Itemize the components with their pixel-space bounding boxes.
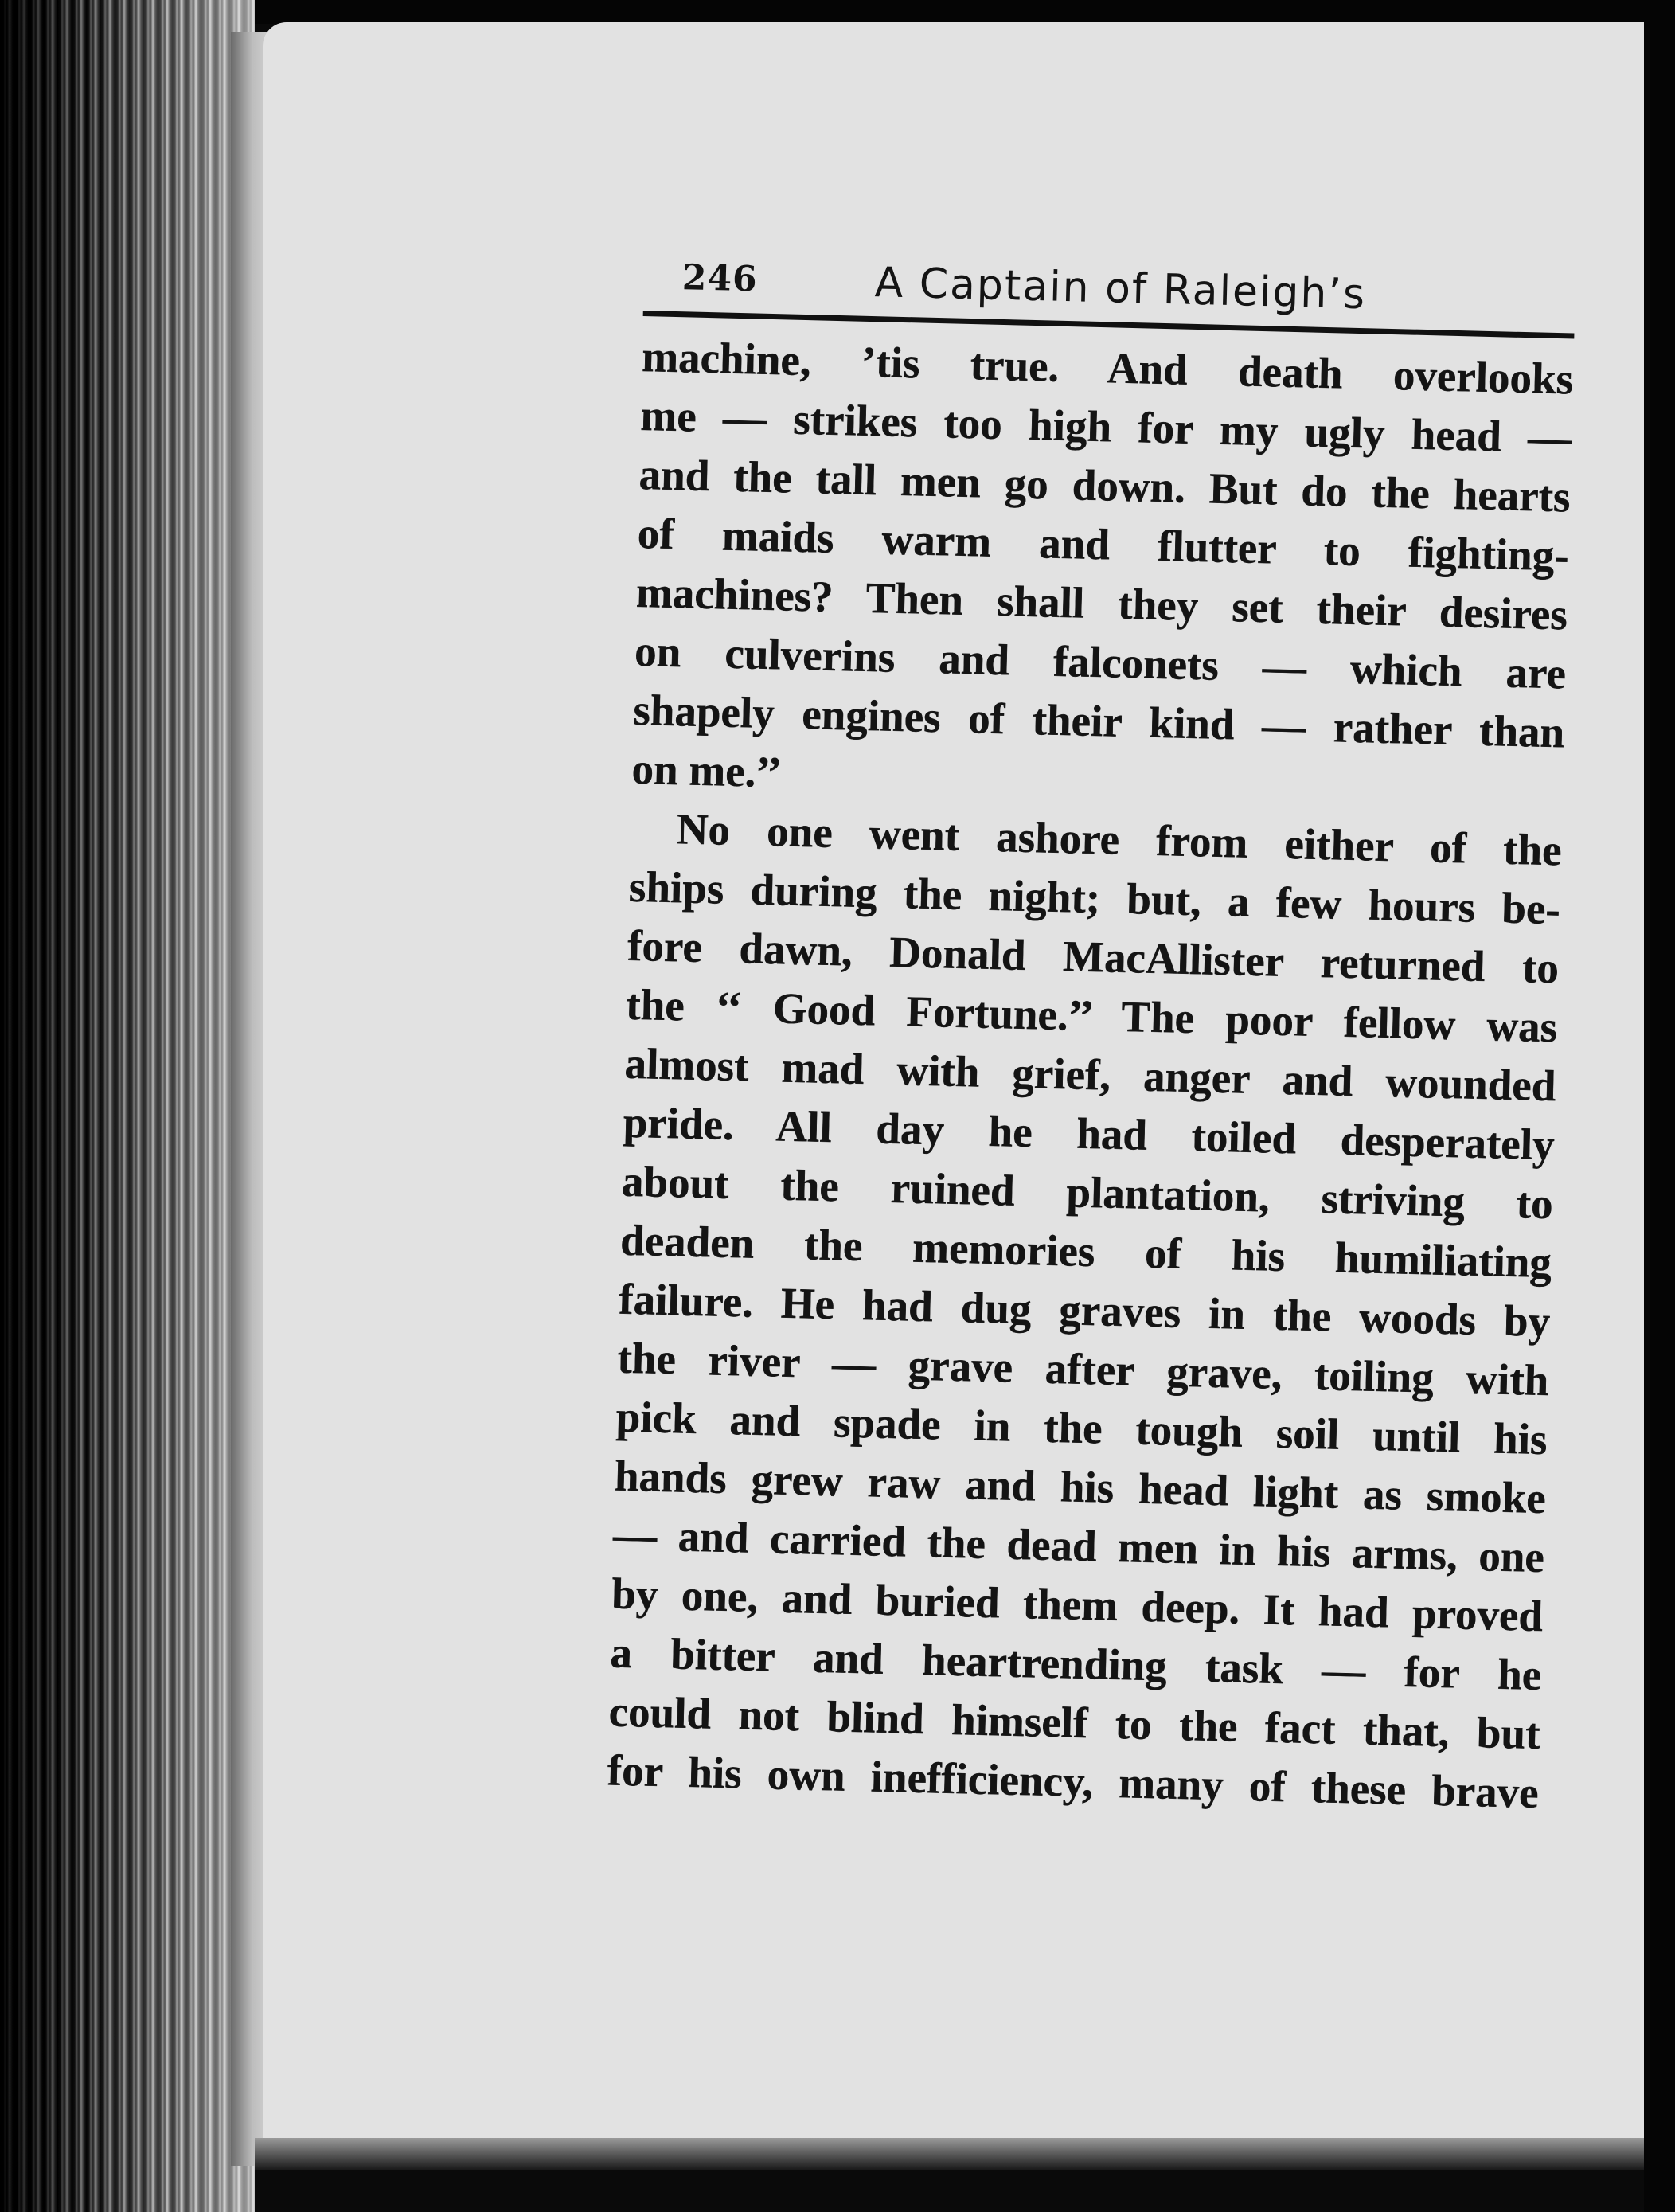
text-line: could not blind himself to the fact that, but xyxy=(608,1686,1541,1759)
text-line: ships during the night; but, a few hours be- xyxy=(628,862,1561,934)
page-bottom-shadow xyxy=(255,2138,1656,2170)
text-line: — and carried the dead men in his arms, one xyxy=(612,1510,1545,1582)
text-line: about the ruined plantation, striving to xyxy=(621,1156,1554,1229)
text-line: pride. All day he had toiled desperately xyxy=(623,1097,1556,1170)
book-page-edges xyxy=(0,0,255,2212)
text-line: of maids warm and flutter to fighting- xyxy=(637,508,1570,580)
scan-right-border xyxy=(1644,0,1675,2212)
text-line: on me.’’ xyxy=(631,744,783,797)
text-line: failure. He had dug graves in the woods by xyxy=(618,1274,1551,1346)
text-line: No one went ashore from either of the xyxy=(676,804,1563,875)
paragraph-1 xyxy=(631,327,1574,821)
text-line: the ‘‘ Good Fortune.’’ The poor fellow was xyxy=(625,979,1558,1052)
text-line: for his own inefficiency, many of these brave xyxy=(607,1745,1540,1818)
text-line: almost mad with grief, anger and wounded xyxy=(623,1038,1557,1111)
text-line: me — strikes too high for my ugly head — xyxy=(639,390,1572,463)
text-line: shapely engines of their kind — rather than xyxy=(632,685,1565,757)
text-line: hands grew raw and his head light as smoke xyxy=(614,1451,1547,1523)
text-line: machine, ’tis true. And death overlooks xyxy=(641,331,1574,404)
text-line: machines? Then shall they set their desires xyxy=(635,567,1568,639)
page-number: 246 xyxy=(681,257,759,300)
text-line: fore dawn, Donald MacAllister returned to xyxy=(627,920,1560,993)
text-line: and the tall men go down. But do the hearts xyxy=(638,449,1572,522)
paragraph-2 xyxy=(607,799,1562,1823)
text-line: the river — grave after grave, toiling with xyxy=(616,1333,1550,1405)
text-line: by one, and buried them deep. It had proved xyxy=(611,1569,1544,1641)
page-text-block xyxy=(607,239,1576,1823)
text-line: a bitter and heartrending task — for he xyxy=(609,1628,1543,1700)
text-line: pick and spade in the tough soil until his xyxy=(615,1392,1548,1464)
text-line: on culverins and falconets — which are xyxy=(634,626,1567,698)
running-title: A Captain of Raleigh’s xyxy=(874,259,1367,319)
text-line: deaden the memories of his humiliating xyxy=(619,1215,1552,1288)
